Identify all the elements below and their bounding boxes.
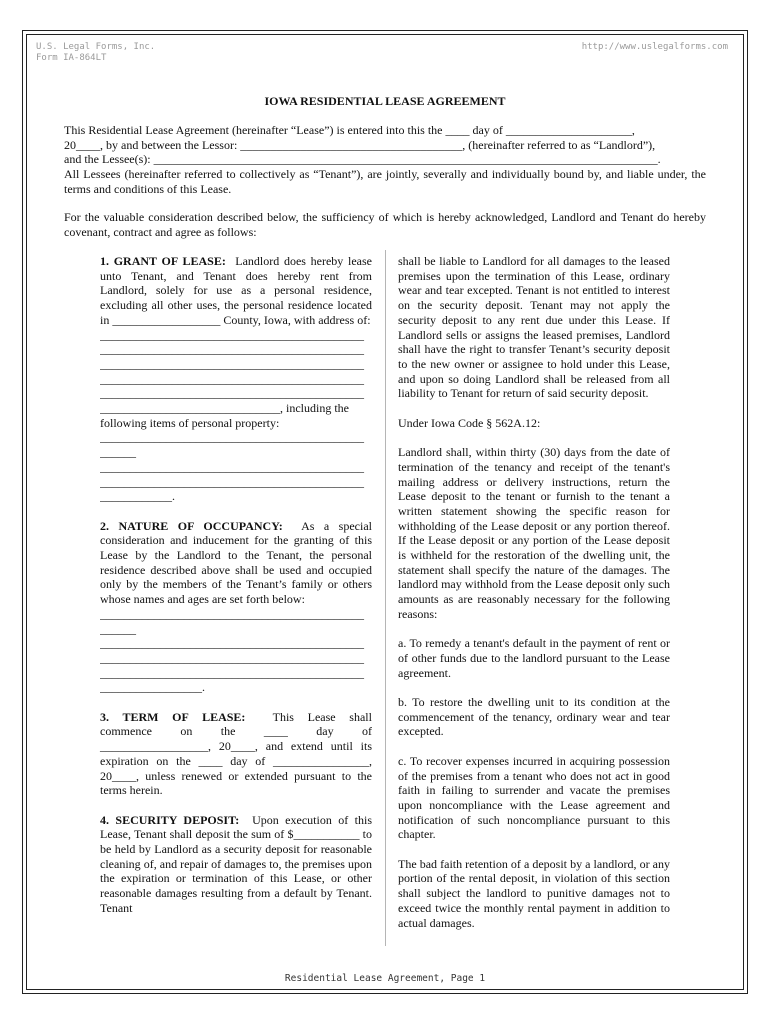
column-divider	[385, 250, 386, 946]
section-2-body: As a special consideration and inducement for the granting of this Lease by the Landlord to the Tenant, the personal residence described above shall be used and occupied only by the members of the Tenant’s family or others whose names and ages are set forth below:	[100, 518, 372, 607]
section-4-body: Upon execution of this Lease, Tenant shall deposit the sum of $___________ to be held by Landlord as a security deposit for reasonable cleaning of, and repair of damages to, the premises upon the expiration or termination of this Lease, or other reasonable damages resulting from a default by Tenant. Tenant	[100, 812, 373, 915]
section-3-rest: __________________, 20____, and extend until its expiration on the ____ day of ________________, 20____, unless renewed or extended pursuant to the terms herein.	[100, 739, 372, 798]
reason-a: a. To remedy a tenant's default in the payment of rent or of other funds due to the landlord pursuant to the Lease agreement.	[398, 636, 670, 680]
reason-c: c. To recover expenses incurred in acquiring possession of the premises from a tenant who does not act in good faith in failing to surrender and vacate the premises upon noncompliance with the Lease agreement and notification of such noncompliance pursuant to this chapter.	[398, 753, 670, 842]
section-4-security-deposit	[100, 813, 372, 916]
iowa-code-reference: Under Iowa Code § 562A.12:	[398, 415, 541, 430]
page-footer: Residential Lease Agreement, Page 1	[284, 973, 486, 984]
deposit-return-paragraph: Landlord shall, within thirty (30) days from the date of termination of the tenancy and receipt of the tenant's mailing address or delivery instructions, return the Lease deposit to the tenant or furnish to the tenant a written statement showing the specific reason for withholding of the Lease deposit or any portion thereof. If the Lease deposit or any portion of the Lease deposit is withheld for the restoration of the dwelling unit, the statement shall specify the nature of the damages. The landlord may withhold from the Lease deposit only such amounts as are reasonably necessary for the following reasons:	[398, 445, 670, 621]
address-line-2: ____________________________________________	[100, 342, 364, 357]
spacer	[398, 430, 670, 445]
spacer	[398, 842, 670, 857]
section-2-heading: 2. NATURE OF OCCUPANCY:	[100, 518, 283, 533]
property-line-2: ______	[100, 445, 136, 460]
section-3-line-1-text: This Lease shall	[272, 709, 372, 724]
consideration-paragraph: For the valuable consideration described below, the sufficiency of which is hereby acknowledged, Landlord and Tenant do hereby covenant, contract and agree as follows:	[64, 210, 706, 239]
occupant-line-5: ____________________________________________	[100, 665, 364, 680]
intro-line-1: This Residential Lease Agreement (hereinafter “Lease”) is entered into this the ____ day of _____________________,	[64, 123, 635, 137]
occupant-line-end: _________________.	[100, 680, 205, 695]
spacer	[100, 695, 372, 710]
occupant-line-3: ____________________________________________	[100, 636, 364, 651]
property-line-1: ____________________________________________	[100, 430, 364, 445]
address-line-1: ____________________________________________	[100, 327, 364, 342]
address-line-4: ____________________________________________	[100, 371, 364, 386]
spacer	[100, 504, 372, 519]
occupant-line-4: ____________________________________________	[100, 650, 364, 665]
address-including-line: ______________________________, including the	[100, 401, 349, 416]
intro-line-3: and the Lessee(s): ____________________________________________________________________________________.	[64, 152, 661, 167]
section-3-line-2: commence on the ____ day of	[100, 724, 372, 739]
intro-line-2: 20____, by and between the Lessor: _____________________________________, (hereinafter referred to as “Landlord”),	[64, 137, 656, 152]
address-line-3: ____________________________________________	[100, 356, 364, 371]
property-line-4: ____________________________________________	[100, 474, 364, 489]
left-column	[100, 254, 372, 916]
address-line-5: ____________________________________________	[100, 386, 364, 401]
document-title: IOWA RESIDENTIAL LEASE AGREEMENT	[264, 94, 506, 108]
intro-line-4: All Lessees (hereinafter referred to collectively as “Tenant”), are jointly, severally and individually bound by, and liable under, the terms and conditions of this Lease.	[64, 167, 706, 196]
form-id: Form IA-864LT	[36, 53, 107, 63]
section-3-line-1	[100, 710, 372, 725]
company-name: U.S. Legal Forms, Inc.	[36, 42, 156, 52]
occupant-line-2: ______	[100, 621, 136, 636]
section-2-nature-of-occupancy	[100, 519, 372, 607]
spacer	[398, 622, 670, 637]
header-left	[36, 42, 155, 64]
spacer	[398, 680, 670, 695]
security-deposit-continued: shall be liable to Landlord for all damages to the leased premises upon the termination of this Lease, ordinary wear and tear excepted. Tenant is not entitled to interest on the security deposit. Tenant may not apply the security deposit to any rent due under this Lease. If Landlord sells or assigns the leased premises, Landlord shall have the right to transfer Tenant’s security deposit to the new owner or assignee to hold under this Lease, and upon so doing Landlord shall be released from all liability to Tenant for return of said security deposit.	[398, 254, 670, 401]
section-1-heading: 1. GRANT OF LEASE:	[100, 254, 226, 268]
spacer	[100, 798, 372, 813]
property-line-3: ____________________________________________	[100, 459, 364, 474]
property-line-end: ____________.	[100, 489, 175, 504]
intro-paragraph	[64, 123, 706, 197]
occupant-line-1: ____________________________________________	[100, 606, 364, 621]
section-1-body: Landlord does hereby lease unto Tenant, and Tenant does hereby rent from Landlord, solely for use as a personal residence, excluding all other uses, the personal residence located in __________________ County, Iowa, with address of:	[100, 254, 372, 327]
spacer	[398, 401, 670, 416]
right-column	[398, 254, 670, 930]
section-4-heading: 4. SECURITY DEPOSIT:	[100, 812, 240, 827]
section-3-heading: 3. TERM OF LEASE:	[100, 709, 246, 724]
personal-property-label: following items of personal property:	[100, 415, 280, 430]
reason-b: b. To restore the dwelling unit to its condition at the commencement of the tenancy, ordinary wear and tear excepted.	[398, 695, 670, 739]
bad-faith-paragraph: The bad faith retention of a deposit by a landlord, or any portion of the rental deposit, in violation of this section shall subject the landlord to punitive damages not to exceed twice the monthly rental payment in addition to actual damages.	[398, 856, 670, 930]
section-1-grant-of-lease	[100, 254, 372, 328]
header-url[interactable]: http://www.uslegalforms.com	[581, 42, 728, 52]
spacer	[398, 739, 670, 754]
